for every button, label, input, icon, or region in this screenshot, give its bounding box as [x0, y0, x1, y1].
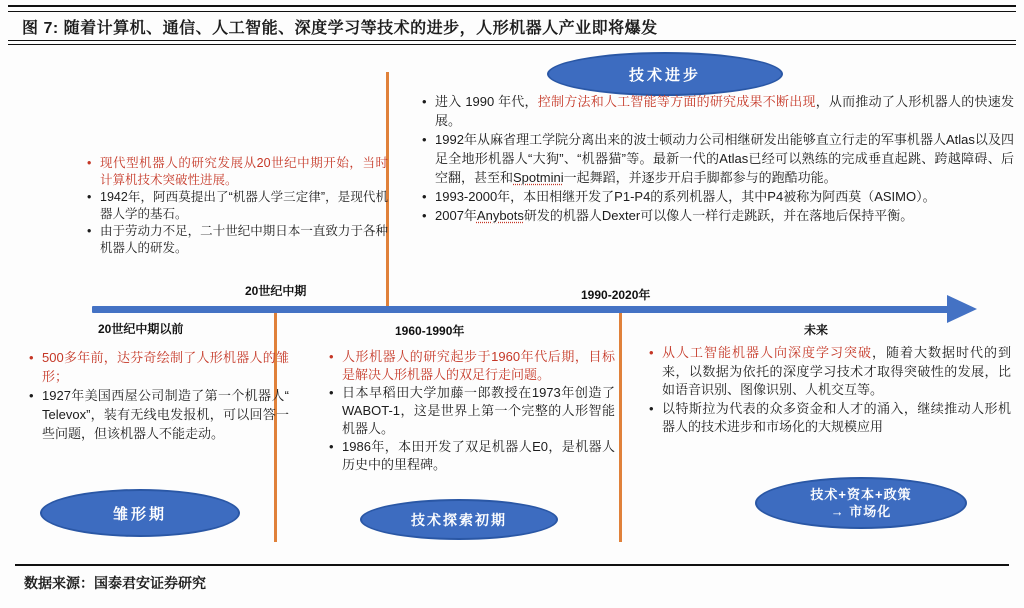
bullet-text-segment: 控制方法和人工智能等方面的研究成果不断出现: [537, 94, 816, 109]
stage-ellipse-tech-progress: [547, 52, 783, 96]
divider-orange-bottom-right: [619, 313, 622, 542]
stage-label: 雏形期: [112, 505, 167, 523]
bullet-item: [85, 155, 388, 189]
bullet-item: [85, 223, 388, 257]
bullet-text-segment: 1942年，阿西莫提出了“机器人学三定律”，是现代机器人学的基石。: [100, 190, 388, 221]
bullet-text-segment: 1986年，本田开发了双足机器人E0，是机器人历史中的里程碑。: [342, 439, 615, 472]
bullet-item: [27, 386, 289, 443]
text-block-1990-2020: [420, 92, 1014, 225]
title-top-rule-thick: [8, 5, 1016, 7]
bullet-text-segment: Anybots: [476, 208, 524, 223]
bullet-item: [27, 348, 289, 386]
timeline-bar: [92, 306, 948, 313]
bullet-text-segment: 1992年从麻省理工学院分离出来的波士顿动力公司相继研发出能够直立行走的军事机器人Atlas以及四足全地形机器人“大狗”、“机器猫”等。最新一代的Atlas已经可以熟练的完成垂直起跳、跨越障碍、后空翻，甚至和: [435, 132, 1014, 185]
bullet-item: [647, 400, 1011, 437]
figure-title: 图 7: 随着计算机、通信、人工智能、深度学习等技术的进步，人形机器人产业即将爆发: [22, 20, 658, 37]
bullet-item: [420, 130, 1014, 187]
bullet-item: [420, 187, 1014, 206]
bullet-text-segment: ，从而推动了人形机器人的快速发展。: [435, 94, 1014, 128]
footer-rule: [15, 564, 1009, 566]
bullet-text-segment: 人形机器人的研究起步于1960年代后期，目标是解决人形机器人的双足行走问题。: [342, 349, 615, 382]
stage-ellipse-marketization: [755, 477, 967, 529]
timeline-label-future: 未来: [804, 323, 829, 337]
bullet-text-segment: 2007年: [435, 208, 477, 223]
bullet-item: [647, 344, 1011, 400]
bullet-text-segment: 进入 1990 年代，: [435, 94, 538, 109]
stage-label: 技术进步: [628, 66, 701, 84]
bullet-text-segment: 现代型机器人的研究发展从20世纪中期开始，当时计算机技术突破性进展。: [100, 156, 388, 187]
bullet-text-segment: 由于劳动力不足，二十世纪中期日本一直致力于各种机器人的研发。: [100, 224, 388, 255]
bullet-text-segment: 从人工智能机器人向深度学习突破: [662, 345, 872, 360]
bullet-item: [327, 438, 615, 474]
bullet-item: [327, 384, 615, 438]
text-block-future: [647, 344, 1011, 437]
title-bottom-rule-2: [8, 44, 1016, 45]
timeline-label-1990-2020: 1990-2020年: [581, 288, 651, 302]
stage-label: 技术探索初期: [411, 511, 507, 528]
bullet-text-segment: 一起舞蹈，并逐步开启手脚都参与的跑酷功能。: [563, 170, 837, 185]
bullet-item: [420, 92, 1014, 130]
timeline-label-mid-20th: 20世纪中期: [245, 284, 307, 298]
stage-ellipse-early-exploration: [360, 499, 558, 540]
bullet-text-segment: 日本早稻田大学加藤一郎教授在1973年创造了WABOT-1，这是世界上第一个完整的人形智能机器人。: [342, 385, 615, 436]
title-bottom-rule-1: [8, 40, 1016, 41]
timeline-label-1960-1990: 1960-1990年: [395, 324, 465, 338]
bullet-item: [85, 189, 388, 223]
bullet-text-segment: 以特斯拉为代表的众多资金和人才的涌入，继续推动人形机器人的技术进步和市场化的大规模应用: [662, 400, 1011, 434]
text-block-mid-20th-century: [85, 155, 388, 257]
bullet-text-segment: 研发的机器人Dexter可以像人一样行走跳跃，并在落地后保持平衡。: [523, 208, 914, 223]
title-top-rule-thin: [8, 11, 1016, 12]
stage-label-line2: → 市场化: [830, 504, 892, 519]
bullet-text-segment: Spotmini: [513, 170, 564, 185]
source-note: 数据来源：国泰君安证券研究: [24, 575, 206, 591]
text-block-before-mid-20th: [27, 348, 289, 443]
bullet-text-segment: 1993-2000年，本田相继开发了P1-P4的系列机器人，其中P4被称为阿西莫（ASIMO）。: [435, 189, 936, 204]
stage-ellipse-prototype: [40, 489, 240, 537]
timeline-arrowhead-icon: [947, 295, 977, 323]
bullet-text-segment: ，随着大数据时代的到来，以数据为依托的深度学习技术才取得突破性的发展，比如语音识别、图像识别、人机交互等。: [662, 345, 1011, 397]
bullet-item: [420, 206, 1014, 225]
stage-label-line1: 技术+资本+政策: [810, 487, 912, 502]
bullet-text-segment: 500多年前，达芬奇绘制了人形机器人的雏形；: [42, 350, 289, 384]
timeline-label-before-mid-20th: 20世纪中期以前: [98, 322, 184, 336]
text-block-1960-1990: [327, 348, 615, 474]
bullet-text-segment: 1927年美国西屋公司制造了第一个机器人“ Televox”，装有无线电发报机，可以回答一些问题，但该机器人不能走动。: [42, 388, 289, 441]
bullet-item: [327, 348, 615, 384]
